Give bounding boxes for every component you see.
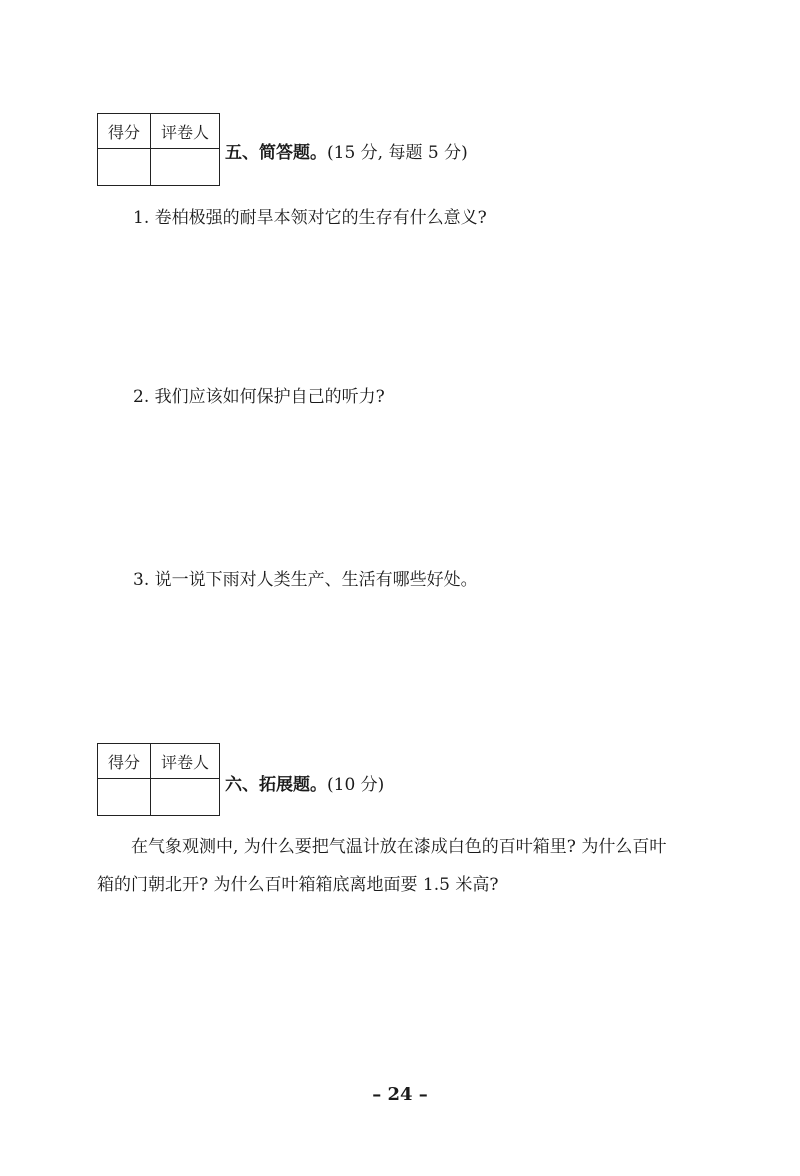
score-table-section-5 [97,113,220,186]
reviewer-label: 评卷人 [151,744,220,779]
score-cell[interactable] [98,779,151,816]
section-5-note: (15 分, 每题 5 分) [327,143,468,163]
score-table-section-6 [97,743,220,816]
page-number: – 24 – [372,1084,428,1105]
reviewer-label: 评卷人 [151,114,220,149]
section-6-title: 六、拓展题。 [225,775,327,795]
extension-question [97,828,757,904]
reviewer-cell[interactable] [151,149,220,186]
question-2: 2. 我们应该如何保护自己的听力? [133,387,385,407]
question-3: 3. 说一说下雨对人类生产、生活有哪些好处。 [133,570,478,590]
score-label: 得分 [98,744,151,779]
section-6-heading [225,770,384,795]
question-1: 1. 卷柏极强的耐旱本领对它的生存有什么意义? [133,208,487,228]
section-5-heading [225,138,468,163]
reviewer-cell[interactable] [151,779,220,816]
score-cell[interactable] [98,149,151,186]
paragraph-line: 箱的门朝北开? 为什么百叶箱箱底离地面要 1.5 米高? [97,875,499,895]
section-6-note: (10 分) [327,775,385,795]
paragraph-line: 在气象观测中, 为什么要把气温计放在漆成白色的百叶箱里? 为什么百叶 [131,837,667,857]
score-label: 得分 [98,114,151,149]
section-5-title: 五、简答题。 [225,143,327,163]
